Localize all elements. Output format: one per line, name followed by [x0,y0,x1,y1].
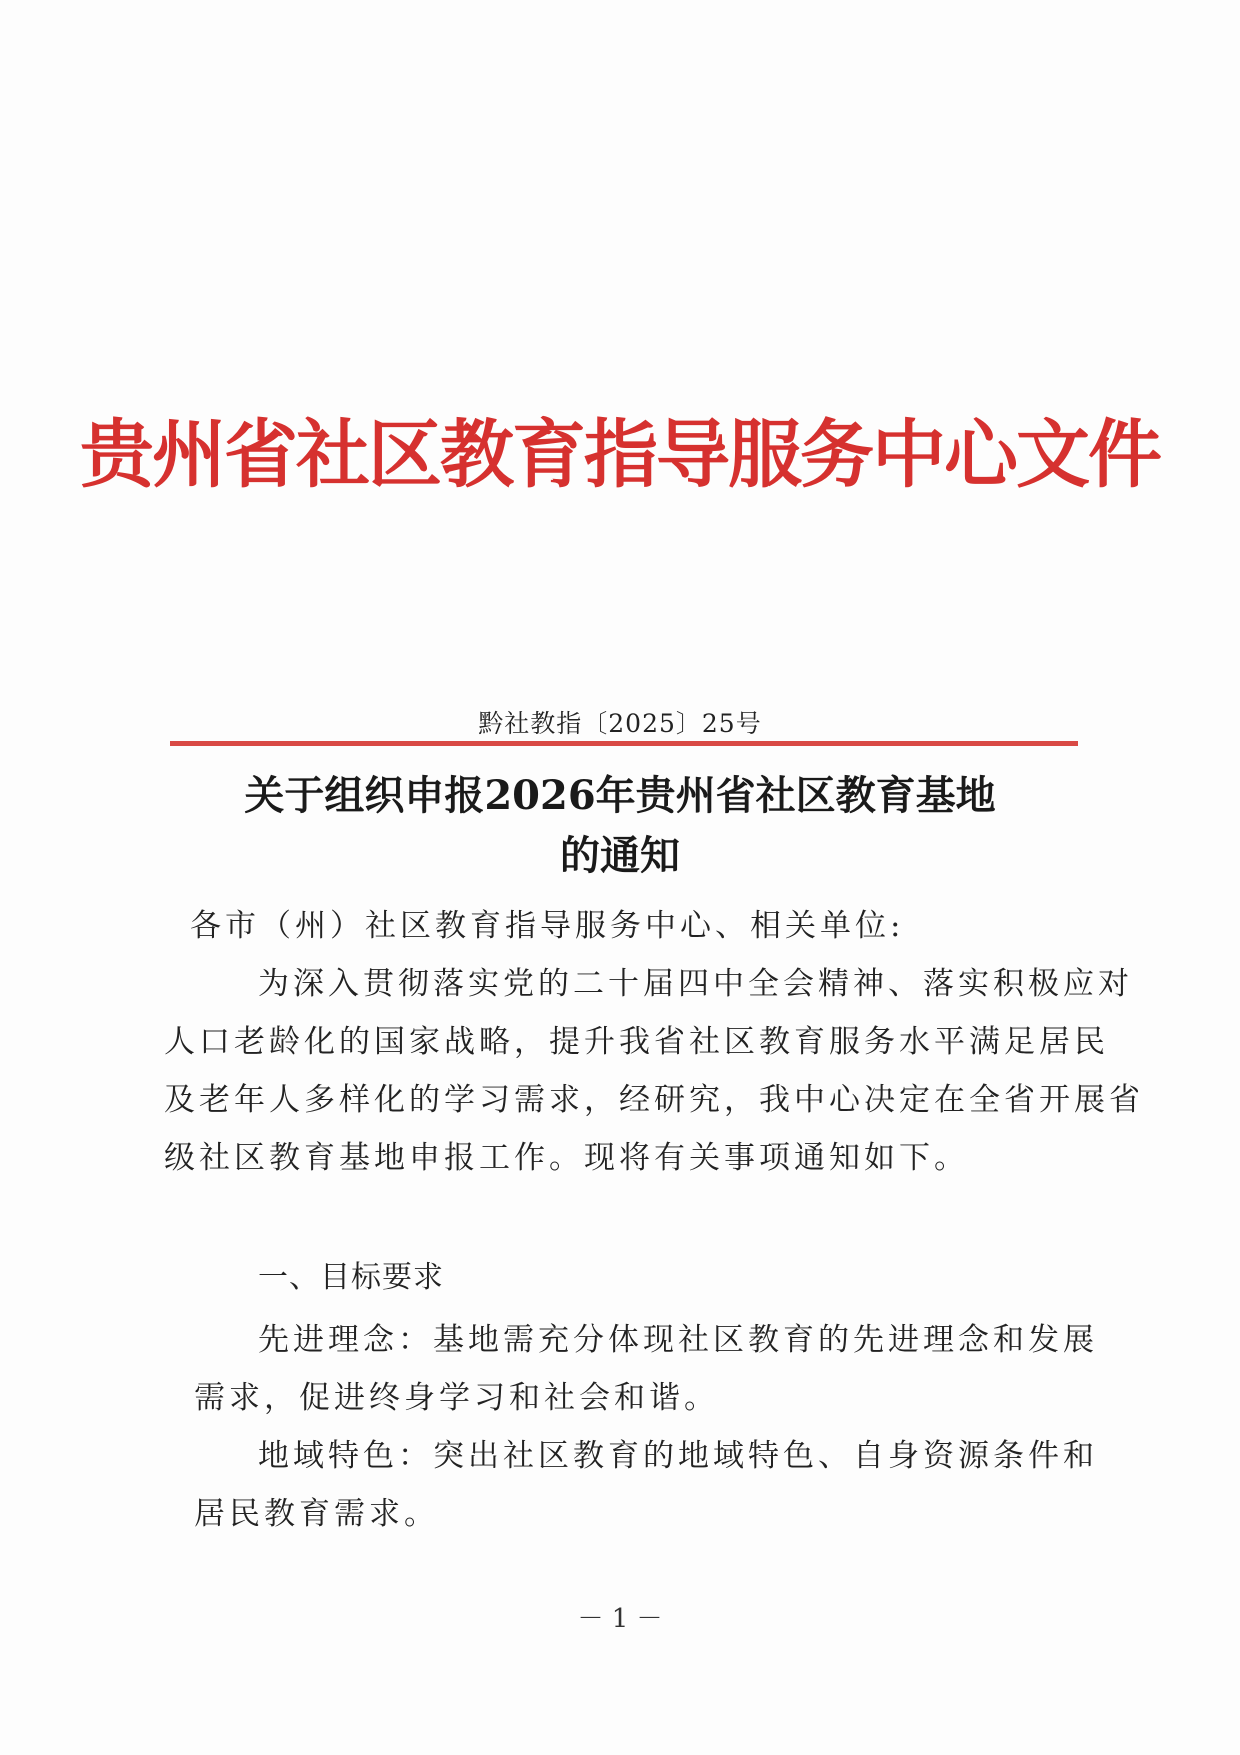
masthead-title: 贵州省社区教育指导服务中心文件 [80,412,1160,498]
addressee-line: 各市（州）社区教育指导服务中心、相关单位: [190,908,905,944]
item-advanced-concept-line-2: 需求，促进终身学习和社会和谐。 [194,1380,719,1416]
red-divider-rule [170,741,1078,746]
intro-line-1: 为深入贯彻落实党的二十届四中全会精神、落实积极应对 [258,966,1133,1002]
item-regional-feature-line-2: 居民教育需求。 [194,1496,439,1532]
section-heading-goals: 一、目标要求 [258,1260,444,1295]
item-regional-feature-line-1: 地域特色：突出社区教育的地域特色、自身资源条件和 [258,1438,1098,1474]
notice-title-line-2: 的通知 [560,832,680,879]
notice-title-line-1: 关于组织申报2026年贵州省社区教育基地 [244,772,996,819]
intro-line-2: 人口老龄化的国家战略，提升我省社区教育服务水平满足居民 [164,1024,1109,1060]
item-advanced-concept-line-1: 先进理念：基地需充分体现社区教育的先进理念和发展 [258,1322,1098,1358]
document-number: 黔社教指〔2025〕25号 [478,709,762,738]
intro-line-3: 及老年人多样化的学习需求，经研究，我中心决定在全省开展省 [164,1082,1144,1118]
intro-line-4: 级社区教育基地申报工作。现将有关事项通知如下。 [164,1140,969,1176]
page-number: － 1 － [577,1604,663,1634]
